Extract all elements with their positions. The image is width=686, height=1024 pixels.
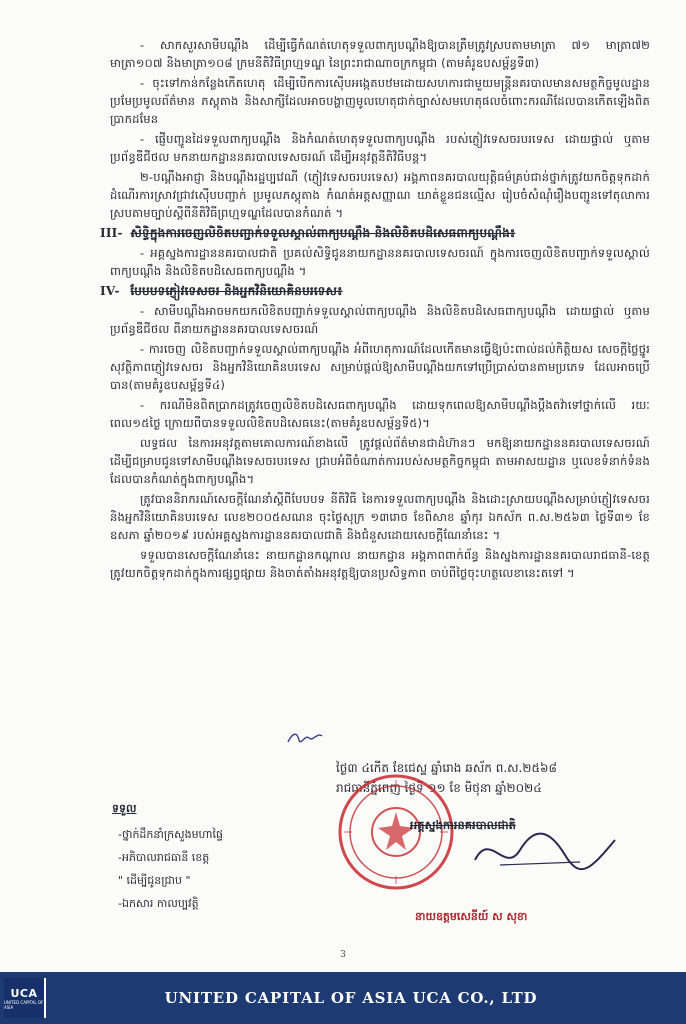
- paragraph-section-4-a: - សាមីបណ្តឹងអាចមកយកលិខិតបញ្ជាក់ទទួលស្គាល់ពាក្យបណ្តឹង និងលិខិតបដិសេធពាក្យបណ្តឹង ដោយផ្ទាល់ ឬតាមប្រព័ន្ធឌីជីថល ពីនាយកដ្ឋាននគរបាលទេសចរណ៍: [110, 304, 650, 336]
- date-solar: រាជធានីភ្នំពេញ ថ្ងៃទី ១១ ខែ មិថុនា ឆ្នាំ២០២៤: [336, 781, 542, 795]
- section-3-title: សិទ្ធិក្នុងការចេញលិខិតបញ្ជាក់ទទួលស្គាល់ពាក្យបណ្តឹង និងលិខិតបដិសេធពាក្យបណ្តឹង៖: [130, 226, 516, 240]
- date-lunar: ថ្ងៃ៣ ៤កើត ខែជេស្ឋ ឆ្នាំរោង ឆស័ក ព.ស.២៥៦៨: [336, 761, 557, 775]
- company-footer: [0, 972, 686, 1024]
- paragraph-section-4-c: - ករណីមិនពិតប្រាកដត្រូវចេញលិខិតបដិសេធពាក្យបណ្តឹង ដោយទុកពេលឱ្យសាមីបណ្តឹងប្តឹងតវ៉ាទៅថ្នាក់លើ រយៈពេល១៥ថ្ងៃ ក្រោយពីបានទទួលលិខិតបដិសេធនេះ(តាមគំរូឧបសម្ព័ន្ធទី៥)។: [110, 398, 650, 430]
- uca-logo: [4, 978, 46, 1018]
- paragraph-section-3: - អគ្គស្នងការដ្ឋាននគរបាលជាតិ ប្រគល់សិទ្ធិជូននាយកដ្ឋាននគរបាលទេសចរណ៍ ក្នុងការចេញលិខិតបញ្ជាក់ទទួលស្គាល់ពាក្យបណ្តឹង និងលិខិតបដិសេធពាក្យបណ្តឹង ។: [110, 246, 650, 278]
- paragraph-forward-complaint: - ផ្ញើបញ្ជូនដៃទទួលពាក្យបណ្តឹង និងកំណត់ហេតុទទួលពាក្យបណ្តឹង របស់ភ្ញៀវទេសចរបរទេស ដោយផ្ទាល់ ឬតាមប្រព័ន្ធឌីជីថល មកនាយកដ្ឋាននគរបាលទេសចរណ៍ ដើម្បីអនុវត្តនីតិវិធីបន្ត។: [110, 132, 650, 164]
- recipient-item: -ថ្នាក់ដឹកនាំក្រសួងមហាផ្ទៃ: [118, 828, 223, 841]
- paragraph-replacement: ត្រូវបាននិរាករណ៍សេចក្តីណែនាំស្តីពីបែបបទ នីតិវិធី នៃការទទួលពាក្យបណ្តឹង និងដោះស្រាយបណ្តឹងសម្រាប់ភ្ញៀវទេសចរ និងអ្នកវិនិយោគិនបរទេស លេខ២០០៥សណន ចុះថ្ងៃសុក្រ ១៣រោច ខែពិសាខ ឆ្នាំកុរ ឯកស័ក ព.ស.២៥៦៣ ថ្ងៃទី៣១ ខែឧសភា ឆ្នាំ២០១៩ របស់អគ្គស្នងការដ្ឋាននគរបាលជាតិ និងជំនួសដោយសេចក្តីណែនាំនេះ ។: [110, 492, 650, 542]
- paragraph-crime-scene: - ចុះទៅកាន់កន្លែងកើតហេតុ ដើម្បីបើកការស៊ើបអង្កេតបឋមដោយសហការជាមួយមន្ត្រីនគរបាលមានសមត្ថកិច្ចមូលដ្ឋាន ប្រមែប្រមូលព័ត៌មាន ភស្តុតាង និងសាក្សីដែលអាចបង្ហាញមូលហេតុជាក់ច្បាស់សមហេតុផលចំពោះករណីដែលបានកើតឡើងពិតប្រាកដមែន: [110, 76, 650, 126]
- paragraph-interview-complainant: - សាកសួរសាមីបណ្តឹង ដើម្បីធ្វើកំណត់ហេតុទទួលពាក្យបណ្តឹងឱ្យបានត្រឹមត្រូវស្របតាមមាត្រា ៧១ មាត្រា៧២ មាត្រា១០៧ និងមាត្រា១០៨ ក្រមនីតិវិធីព្រហ្មទណ្ឌ នៃព្រះរាជាណាចក្រកម្ពុជា (តាមគំរូឧបសម្ព័ន្ធទី៣): [110, 38, 650, 70]
- logo-text: UCA: [10, 986, 38, 1000]
- initial-mark-icon: [285, 728, 325, 748]
- section-4-number: IV-: [100, 284, 120, 298]
- paragraph-section-4-b: - ការចេញ លិខិតបញ្ជាក់ទទួលស្គាល់ពាក្យបណ្តឹង អំពីហេតុការណ៍ដែលកើតមានធ្វើឱ្យប៉ះពាល់ដល់កិត្តិយស សេចក្តីថ្លៃថ្នូរ សុវត្ថិភាពភ្ញៀវទេសចរ និងអ្នកវិនិយោគិនបរទេស សម្រាប់ផ្តល់ឱ្យសាមីបណ្តឹងយកទៅប្រើប្រាស់បានតាមប្រភេទ ដែលអាចប្រើបាន(តាមគំរូឧបសម្ព័ន្ធទី៤): [110, 342, 650, 392]
- paragraph-criminal-civil-complaint: ២-បណ្តឹងអាជ្ញា និងបណ្តឹងរដ្ឋប្បវេណី (ភ្ញៀវទេសចរបរទេស) អង្គភាពនគរបាលយុត្តិធម៌គ្រប់ជាន់ថ្នាក់ត្រូវយកចិត្តទុកដាក់ដំណើរការស្រាវជ្រាវស៊ើបបញ្ជាក់ ប្រមូលភស្តុតាង កំណត់អត្តសញ្ញាណ ឃាត់ខ្លួនជនល្មើស រៀបចំសំណុំរឿងបញ្ជូនទៅតុលាការ ស្របតាមច្បាប់ស្តីពីនីតិវិធីព្រហ្មទណ្ឌដែលបានកំណត់ ។: [110, 170, 650, 220]
- signature-icon: [470, 820, 620, 880]
- section-3-heading: [100, 224, 650, 242]
- signer-name: នាយឧត្តមសេនីយ៍ ស សុខា: [415, 910, 528, 923]
- recipients-list: [112, 800, 223, 918]
- section-4-title: បែបបទភ្ញៀវទេសចរ និងអ្នកវិនិយោគិនបរទេស៖: [130, 284, 343, 298]
- page-number: 3: [340, 950, 346, 960]
- recipient-item: " ដើម្បីជូនជ្រាប ": [118, 874, 191, 887]
- paragraph-results: លទ្ធផល នៃការអនុវត្តតាមគោលការណ៍ខាងលើ ត្រូវផ្តល់ព័ត៌មានជាដំហ៊ានៗ មកឱ្យនាយកដ្ឋាននគរបាលទេសចរណ៍ ដើម្បីជម្រាបជូនទៅសាមីបណ្តឹងទេសចរបរទេស ជ្រាបអំពីចំណាត់ការរបស់សមត្ថកិច្ចកម្ពុជា តាមអាសយដ្ឋាន ឬលេខទំនាក់ទំនងដែលបានកំណត់ក្នុងពាក្យបណ្តឹង។: [110, 436, 650, 486]
- recipient-item: -ឯកសារ កាលប្បវត្តិ: [118, 897, 199, 910]
- section-4-heading: [100, 282, 650, 300]
- section-3-number: III-: [100, 226, 123, 240]
- signatory-title: អគ្គស្នងការនគរបាលជាតិ: [410, 818, 516, 832]
- document-body: [100, 36, 650, 584]
- recipients-heading: ទទួល: [112, 802, 137, 815]
- recipient-item: -អភិបាលរាជធានី ខេត្ត: [118, 851, 210, 864]
- logo-subtext: UNITED CAPITAL OF ASIA: [4, 999, 44, 1010]
- paragraph-dissemination: ទទួលបានសេចក្តីណែនាំនេះ នាយកដ្ឋានកណ្តាល នាយកដ្ឋាន អង្គភាពពាក់ព័ន្ធ និងស្នងការដ្ឋាននគរបាលរាជធានី-ខេត្ត ត្រូវយកចិត្តទុកដាក់ក្នុងការផ្សព្វផ្សាយ និងចាត់តាំងអនុវត្តឱ្យបានប្រសិទ្ធភាព ចាប់ពីថ្ងៃចុះហត្ថលេខានេះតទៅ ។: [110, 548, 650, 580]
- company-name: UNITED CAPITAL OF ASIA UCA CO., LTD: [164, 989, 538, 1007]
